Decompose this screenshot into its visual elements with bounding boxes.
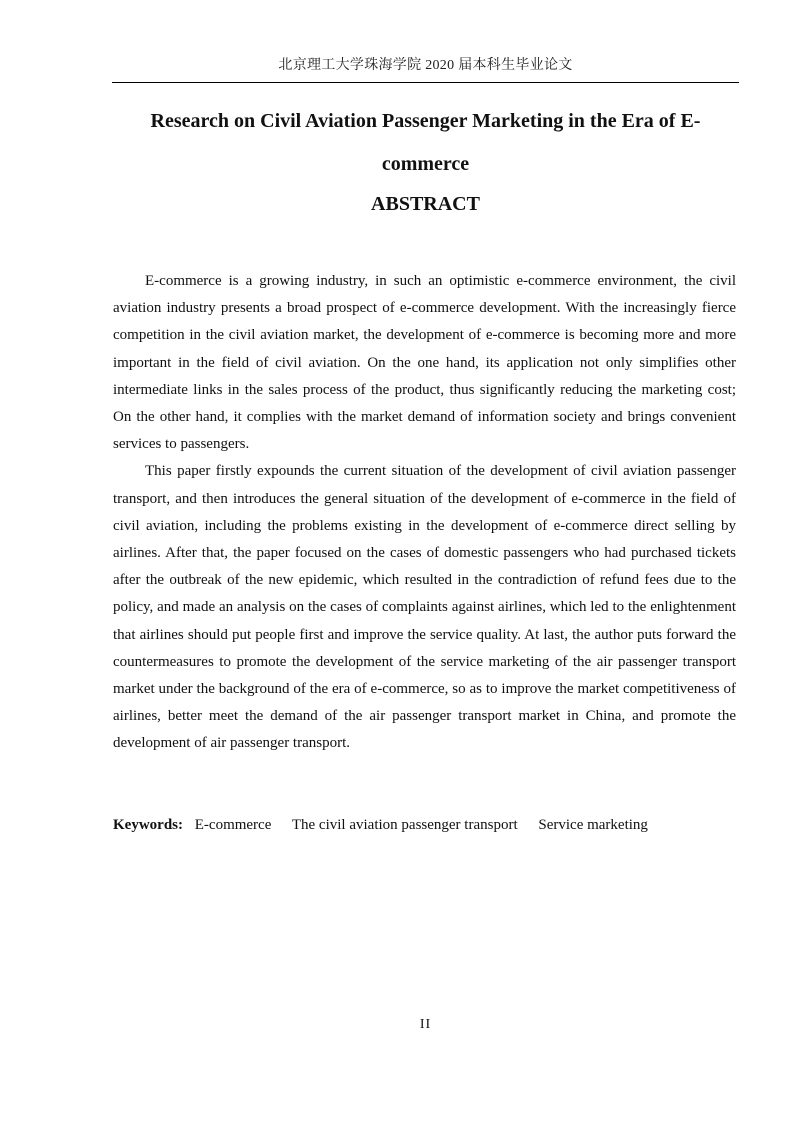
abstract-body [113, 268, 736, 758]
abstract-heading: ABSTRACT [371, 193, 480, 215]
keywords-line [113, 812, 736, 839]
paper-title: Research on Civil Aviation Passenger Marketing in the Era of E-commerce [150, 110, 701, 175]
header-divider [112, 82, 739, 83]
abstract-paragraph: This paper firstly expounds the current situation of the development of civil aviation passenger transport, and then introduces the general situation of the development of e-commerce in the field of civil aviation, including the problems existing in the development of e-commerce direct selling by airlines. After that, the paper focused on the cases of domestic passengers who had purchased tickets after the outbreak of the new epidemic, which resulted in the contradiction of refund fees due to the policy, and made an analysis on the cases of complaints against airlines, which led to the enlightenment that airlines should put people first and improve the service quality. At last, the author puts forward the countermeasures to promote the development of the service marketing of the air passenger transport market under the background of the era of e-commerce, so as to improve the market competitiveness of airlines, better meet the demand of the air passenger transport market in China, and promote the development of air passenger transport. [113, 463, 736, 752]
keyword-term: Service marketing [538, 817, 648, 833]
keyword-term: The civil aviation passenger transport [291, 817, 518, 833]
abstract-paragraph: E-commerce is a growing industry, in such an optimistic e-commerce environment, the civil aviation industry presents a broad prospect of e-commerce development. With the increasingly fierce competition in the civil aviation market, the development of e-commerce is becoming more and more important in the field of civil aviation. On the one hand, its application not only simplifies other intermediate links in the sales process of the product, thus significantly reducing the marketing cost; On the other hand, it complies with the market demand of information society and brings convenient services to passengers. [113, 273, 736, 453]
page-number: II [419, 1017, 432, 1032]
keyword-term: E-commerce [194, 817, 272, 833]
keywords-label: Keywords: [113, 817, 183, 833]
running-header: 北京理工大学珠海学院 2020 届本科生毕业论文 [278, 58, 573, 73]
